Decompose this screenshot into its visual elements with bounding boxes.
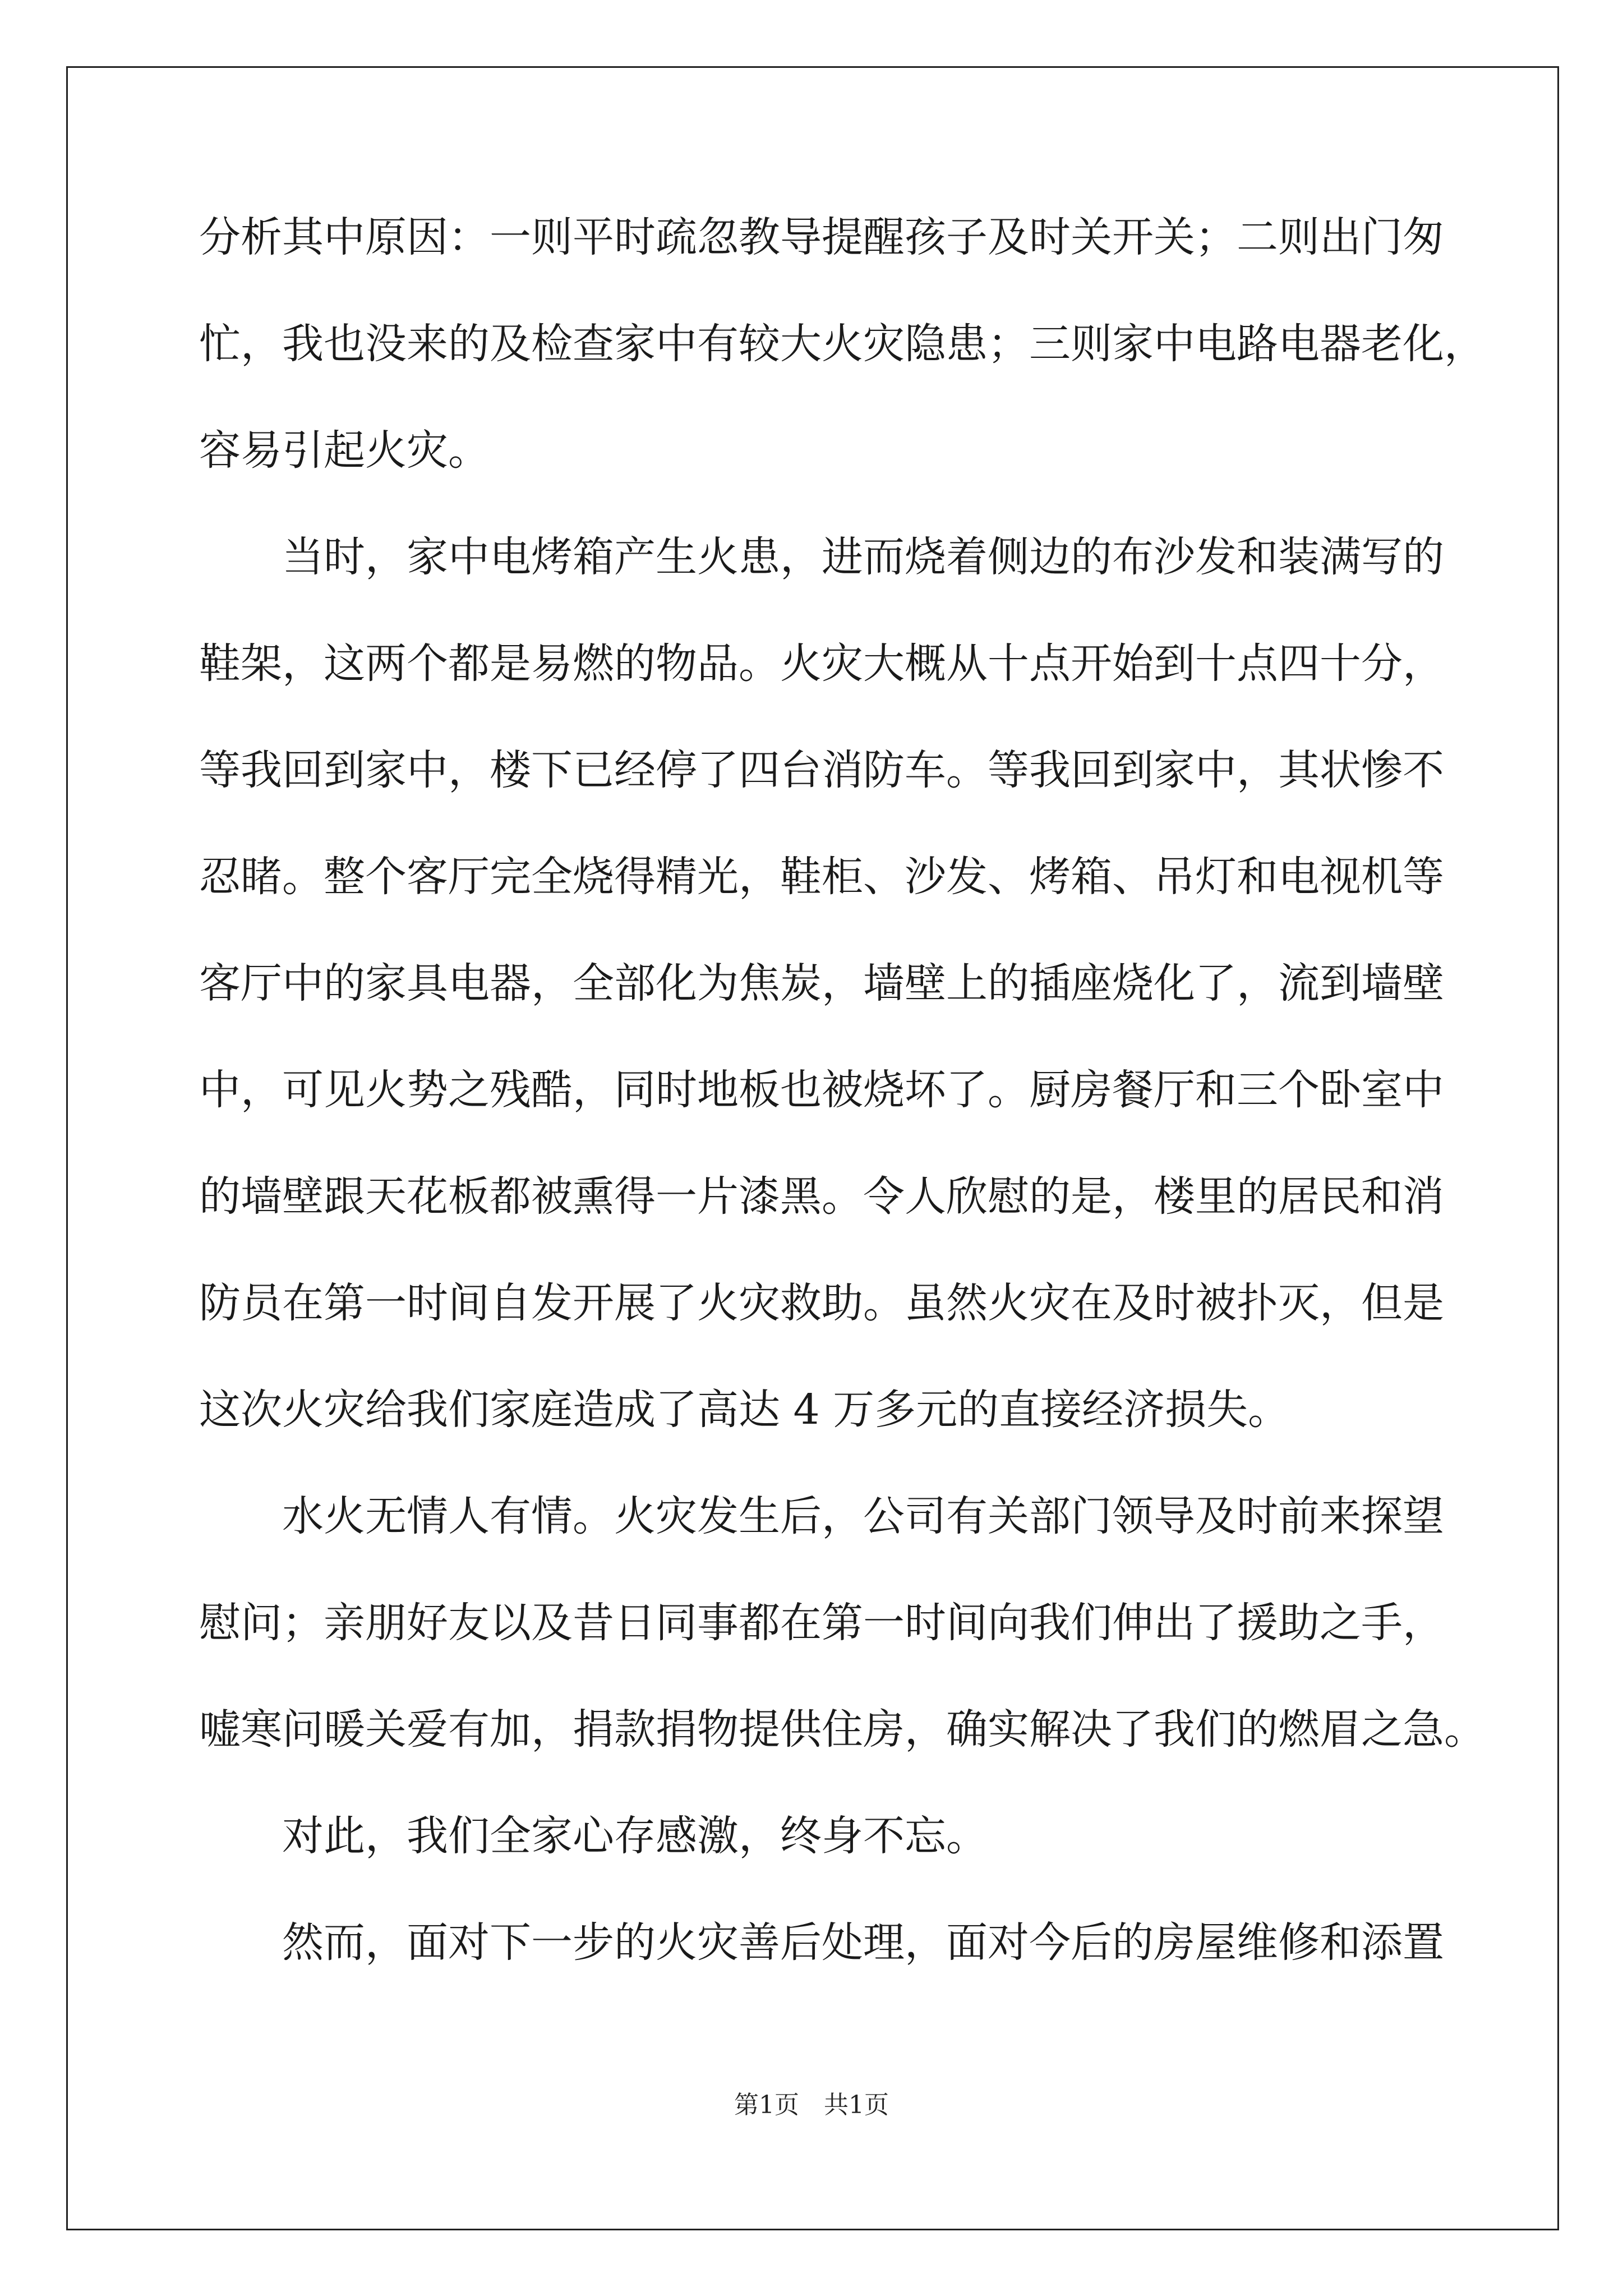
text-line: 慰问；亲朋好友以及昔日同事都在第一时间向我们伸出了援助之手， <box>199 1599 1444 1647</box>
text-line: 这次火灾给我们家庭造成了高达 4 万多元的直接经济损失。 <box>199 1386 1290 1434</box>
text-line: 嘘寒问暖关爱有加，捐款捐物提供住房，确实解决了我们的燃眉之急。 <box>199 1705 1486 1754</box>
text-line: 忙，我也没来的及检查家中有较大火灾隐患；三则家中电路电器老化， <box>199 320 1486 368</box>
text-line: 鞋架，这两个都是易燃的物品。火灾大概从十点开始到十点四十分， <box>199 639 1444 688</box>
text-line: 的墙壁跟天花板都被熏得一片漆黑。令人欣慰的是，楼里的居民和消 <box>199 1172 1444 1221</box>
text-line: 分析其中原因：一则平时疏忽教导提醒孩子及时关开关；二则出门匆 <box>199 213 1444 261</box>
text-line: 等我回到家中，楼下已经停了四台消防车。等我回到家中，其状惨不 <box>199 746 1444 794</box>
text-line: 中，可见火势之残酷，同时地板也被烧坏了。厨房餐厅和三个卧室中 <box>199 1066 1444 1114</box>
text-line: 然而，面对下一步的火灾善后处理，面对今后的房屋维修和添置 <box>199 1918 1444 1967</box>
document-body <box>199 213 1486 2025</box>
text-line: 忍睹。整个客厅完全烧得精光，鞋柜、沙发、烤箱、吊灯和电视机等 <box>199 853 1444 901</box>
text-line: 水火无情人有情。火灾发生后，公司有关部门领导及时前来探望 <box>199 1492 1444 1540</box>
text-line: 防员在第一时间自发开展了火灾救助。虽然火灾在及时被扑灭，但是 <box>199 1279 1444 1327</box>
text-line: 当时，家中电烤箱产生火患，进而烧着侧边的布沙发和装满写的 <box>199 533 1444 581</box>
page-footer: 第1页 共1页 <box>734 2091 889 2119</box>
text-line: 对此，我们全家心存感激，终身不忘。 <box>199 1812 988 1860</box>
text-line: 客厅中的家具电器，全部化为焦炭，墙壁上的插座烧化了，流到墙壁 <box>199 959 1444 1007</box>
text-line: 容易引起火灾。 <box>199 426 490 475</box>
